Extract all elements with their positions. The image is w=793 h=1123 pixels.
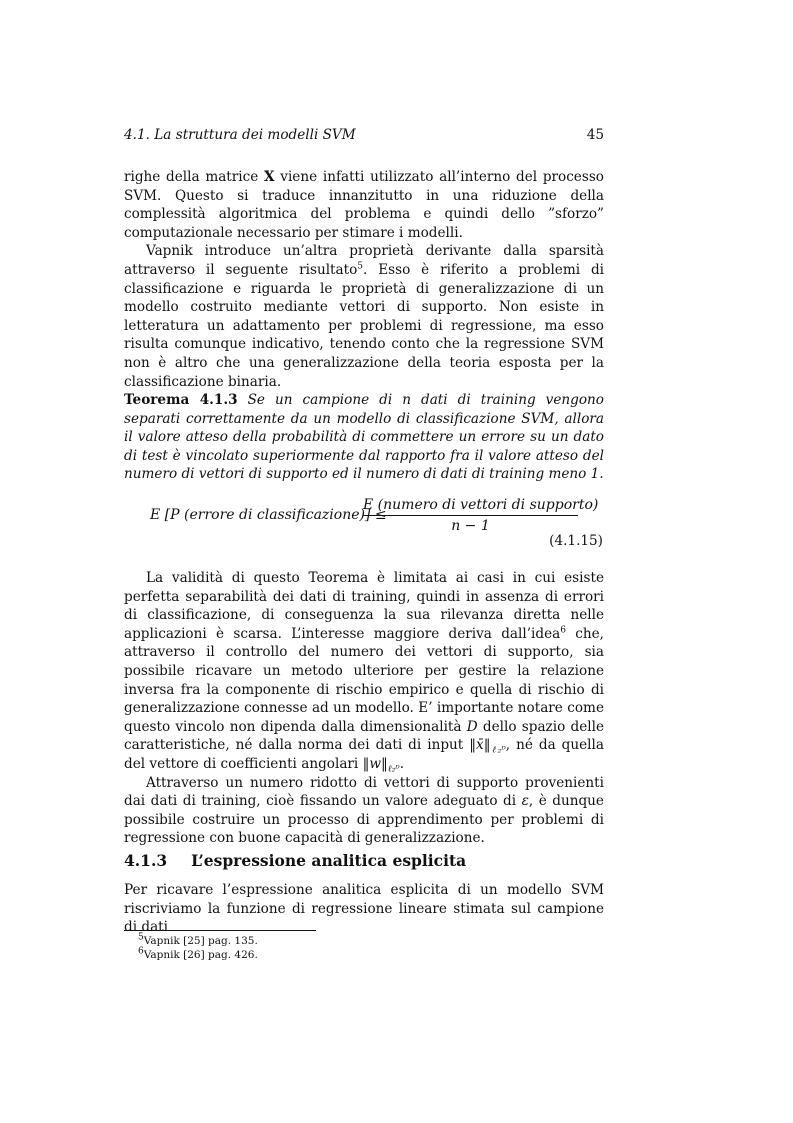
section-heading bbox=[124, 851, 466, 870]
footnote-6: $^6$Vapnik [26] pag. 426. bbox=[138, 946, 258, 961]
footnote-ref-5[interactable]: 5 bbox=[357, 261, 364, 272]
theorem-4-1-3 bbox=[124, 391, 604, 484]
footnote-ref-6[interactable]: 6 bbox=[560, 625, 566, 636]
paragraph-3: La validità di questo Teorema è limitata ai casi in cui esiste perfetta separabilità dei dati di training, quindi in assenza di errori di classificazione, di conseguenza la sua rilevanza diretta nelle applicazioni è scarsa. L’interesse maggiore deriva dall’idea$^6$ che, attraverso il controllo del numero dei vettori di supporto, sia possibile ricavare un metodo ulteriore per gestire la relazione inversa fra la componente di rischio empirico e quella di rischio di generalizzazione connesse ad un modello. E’ importante notare come questo vincolo non dipenda dalla dimensionalità D dello spazio delle caratteristiche, né dalla norma dei dati di input $‖x̄‖_{\ell_2ᴰ}$, né da quella del vettore di coefficienti angolari $‖w‖_{\ell_2ᴰ}$. bbox=[124, 570, 604, 775]
section-title: L’espressione analitica esplicita bbox=[191, 851, 467, 870]
equation-lhs: E [P (errore di classificazione)] ≤ bbox=[150, 507, 387, 523]
theorem-body: Se un campione di n dati di training vengono separati correttamente da un modello di classificazione SVM, allora il valore atteso della probabilità di commettere un errore su un dato di test è vincolato superiormente dal rapporto fra il valore atteso del numero di vettori di supporto ed il numero di dati di training meno 1. bbox=[124, 392, 604, 483]
page-number: 45 bbox=[586, 127, 604, 143]
body-text-top bbox=[124, 168, 604, 391]
running-title: 4.1. La struttura dei modelli SVM bbox=[124, 127, 356, 143]
matrix-x: X bbox=[264, 169, 275, 185]
footnote-rule bbox=[124, 930, 316, 931]
theorem-label: Teorema 4.1.3 bbox=[124, 392, 238, 408]
paragraph-4: Attraverso un numero ridotto di vettori di supporto provenienti dai dati di training, cioè fissando un valore adeguato di ε, è dunque possibile costruire un processo di apprendimento per problemi di regressione con buone capacità di generalizzazione. bbox=[124, 774, 604, 847]
section-number: 4.1.3 bbox=[124, 851, 168, 870]
equation-fraction bbox=[363, 497, 599, 534]
paragraph-1: righe della matrice X viene infatti utilizzato all’interno del processo SVM. Questo si traduce innanzitutto in una riduzione della complessità algoritmica del problema e quindi dello ”sforzo” computazionale necessario per stimare i modelli. bbox=[124, 169, 604, 241]
body-text-middle bbox=[124, 569, 604, 848]
running-header bbox=[124, 127, 604, 145]
body-text-bottom bbox=[124, 881, 604, 937]
paragraph-2: Vapnik introduce un’altra proprietà derivante dalla sparsità attraverso il seguente risultato$^5$. Esso è riferito a problemi di classificazione e riguarda le proprietà di generalizzazione di un modello costruito mediante vettori di supporto. Non esiste in letteratura un adattamento per problemi di regressione, ma esso risulta comunque indicativo, tenendo conto che la regressione SVM non è altro che una generalizzazione della teoria esposta per la classificazione binaria. bbox=[124, 243, 604, 390]
equation-denominator: n − 1 bbox=[451, 518, 490, 534]
equation-4-1-15 bbox=[150, 497, 610, 537]
paragraph-5: Per ricavare l’espressione analitica esplicita di un modello SVM riscriviamo la funzione di regressione lineare stimata sul campione di dati bbox=[124, 882, 604, 936]
equation-numerator: E (numero di vettori di supporto) bbox=[363, 497, 578, 516]
footnote-5: $^5$Vapnik [25] pag. 135. bbox=[138, 932, 258, 947]
equation-number: (4.1.15) bbox=[549, 533, 603, 549]
